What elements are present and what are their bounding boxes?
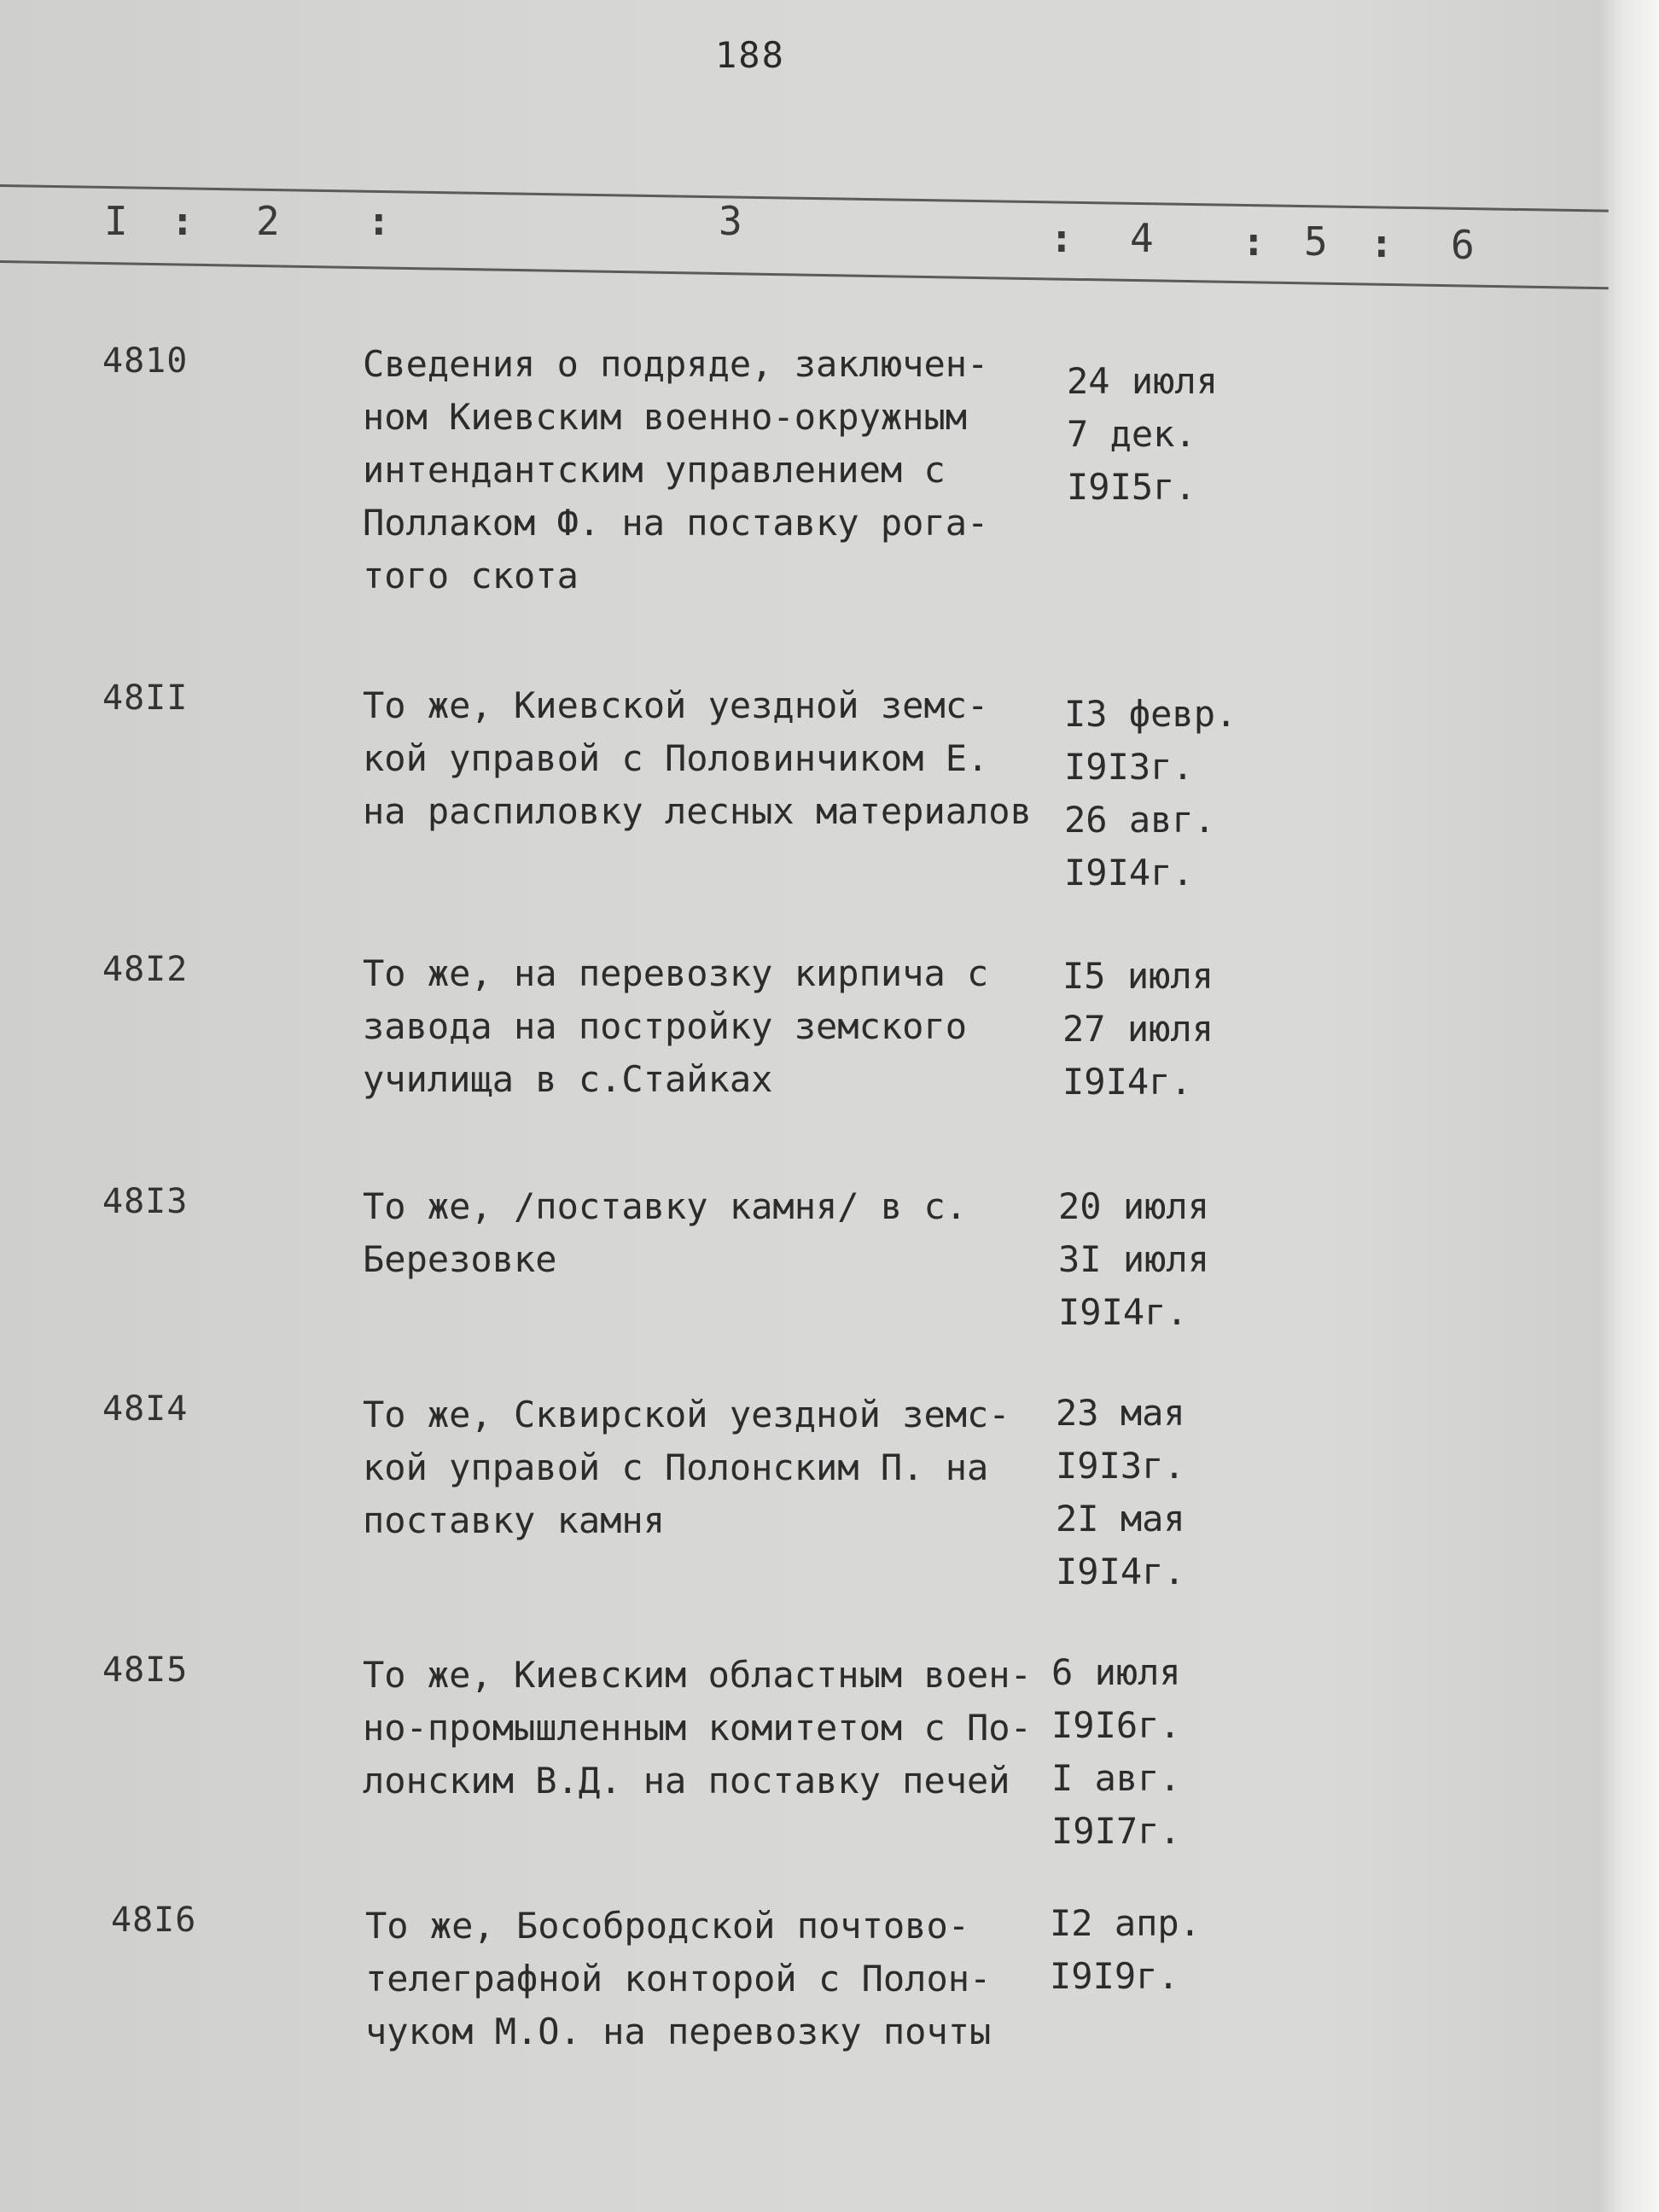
entry-description: То же, Киевской уездной земс- кой управой с Половинчиком Е. на распиловку лесных материалов <box>363 684 1032 832</box>
entry-dates: 24 июля 7 дек. I9I5г. <box>1067 360 1219 508</box>
entry-dates: 6 июля I9I6г. I авг. I9I7г. <box>1051 1651 1181 1852</box>
entry-number: 48II <box>102 678 189 718</box>
entry-dates: I3 февр. I9I3г. 26 авг. I9I4г. <box>1064 693 1237 894</box>
column-header-row <box>0 198 1609 268</box>
entry-description: То же, на перевозку кирпича с завода на постройку земского училища в с.Стайках <box>363 952 989 1100</box>
column-separator: : <box>1370 220 1394 266</box>
header-rule-bottom <box>0 260 1609 289</box>
column-header-1: I <box>104 198 128 244</box>
entry-dates: I2 апр. I9I9г. <box>1050 1902 1202 1997</box>
entry-dates: 23 мая I9I3г. 2I мая I9I4г. <box>1056 1392 1185 1592</box>
column-header-5: 5 <box>1304 218 1328 265</box>
entry-number: 48I4 <box>102 1389 189 1429</box>
entry-description: То же, Сквирской уездной земс- кой управой с Полонским П. на поставку камня <box>363 1394 1010 1541</box>
entry-number: 48I6 <box>111 1901 197 1940</box>
column-header-4: 4 <box>1130 215 1154 261</box>
entry-dates: 20 июля 3I июля I9I4г. <box>1058 1185 1210 1333</box>
page-edge-shadow <box>1599 0 1659 2212</box>
entry-number: 4810 <box>102 341 189 381</box>
entry-number: 48I3 <box>102 1182 189 1221</box>
page-number: 188 <box>715 34 785 76</box>
entry-description: То же, /поставку камня/ в с. Березовке <box>363 1185 968 1280</box>
column-separator: : <box>367 198 391 244</box>
column-separator: : <box>1242 218 1266 265</box>
column-separator: : <box>171 198 195 244</box>
entry-description: Сведения о подряде, заключен- ном Киевским военно-окружным интендантским управлением с Поллаком Ф. на поставку рога- того скота <box>363 343 989 597</box>
entry-description: То же, Бособродской почтово- телеграфной конторой с Полон- чуком М.О. на перевозку почты <box>365 1905 992 2052</box>
column-separator: : <box>1050 215 1074 261</box>
entry-dates: I5 июля 27 июля I9I4г. <box>1062 955 1214 1103</box>
column-header-6: 6 <box>1451 222 1475 268</box>
entry-description: То же, Киевским областным воен- но-промышленным комитетом с По- лонским В.Д. на поставку печей <box>363 1654 1032 1802</box>
column-header-3: 3 <box>719 198 742 244</box>
entry-number: 48I2 <box>102 950 189 989</box>
column-header-2: 2 <box>256 198 280 244</box>
entry-number: 48I5 <box>102 1650 189 1690</box>
